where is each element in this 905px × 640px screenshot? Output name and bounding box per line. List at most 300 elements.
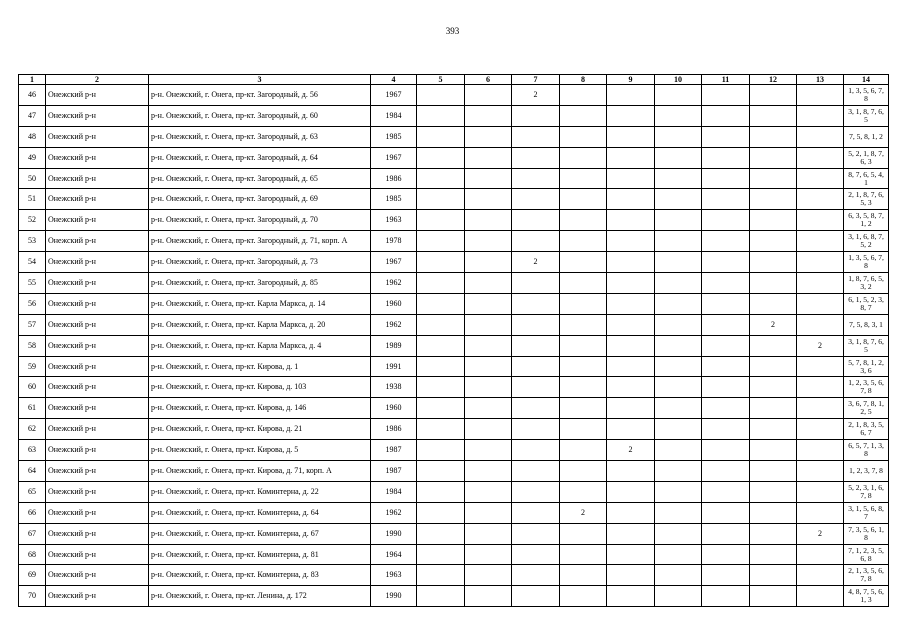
table-cell-col-5 [417, 293, 465, 314]
table-cell-col-10 [655, 210, 702, 231]
table-cell-col-5 [417, 126, 465, 147]
table-cell-col-6 [465, 419, 512, 440]
table-cell-col-7 [512, 231, 560, 252]
table-cell-col-9 [607, 293, 655, 314]
table-cell-col-7 [512, 335, 560, 356]
table-cell-col-13 [797, 252, 844, 273]
table-cell-col-9 [607, 273, 655, 294]
table-cell-col-6 [465, 293, 512, 314]
table-cell-col-1: 53 [19, 231, 46, 252]
table-cell-col-14: 1, 2, 3, 5, 6, 7, 8 [844, 377, 889, 398]
column-header-12: 12 [750, 75, 797, 85]
table-cell-col-1: 57 [19, 314, 46, 335]
table-cell-col-14: 3, 1, 8, 7, 6, 5 [844, 335, 889, 356]
table-cell-col-14: 2, 1, 3, 5, 6, 7, 8 [844, 565, 889, 586]
table-cell-col-10 [655, 565, 702, 586]
table-cell-col-2: Онежский р-н [46, 461, 149, 482]
table-cell-col-3: р-н. Онежский, г. Онега, пр-кт. Кирова, д. 1 [149, 356, 371, 377]
table-cell-col-2: Онежский р-н [46, 210, 149, 231]
table-cell-col-2: Онежский р-н [46, 168, 149, 189]
table-cell-col-7 [512, 502, 560, 523]
table-cell-col-8 [560, 252, 607, 273]
table-cell-col-9 [607, 565, 655, 586]
table-row [19, 461, 889, 482]
table-cell-col-2: Онежский р-н [46, 105, 149, 126]
table-cell-col-7 [512, 105, 560, 126]
table-row [19, 544, 889, 565]
table-cell-col-10 [655, 126, 702, 147]
table-cell-col-6 [465, 440, 512, 461]
table-cell-col-1: 49 [19, 147, 46, 168]
table-cell-col-5 [417, 189, 465, 210]
data-table [18, 74, 889, 607]
table-row [19, 502, 889, 523]
table-cell-col-9 [607, 168, 655, 189]
table-cell-col-4: 1963 [371, 565, 417, 586]
table-cell-col-11 [702, 481, 750, 502]
table-cell-col-14: 7, 5, 8, 1, 2 [844, 126, 889, 147]
table-cell-col-12 [750, 85, 797, 106]
table-cell-col-9 [607, 314, 655, 335]
table-cell-col-3: р-н. Онежский, г. Онега, пр-кт. Загородный, д. 56 [149, 85, 371, 106]
table-row [19, 126, 889, 147]
table-cell-col-11 [702, 314, 750, 335]
table-row [19, 105, 889, 126]
table-cell-col-10 [655, 419, 702, 440]
table-cell-col-1: 47 [19, 105, 46, 126]
table-cell-col-8 [560, 461, 607, 482]
table-cell-col-12 [750, 481, 797, 502]
table-cell-col-6 [465, 565, 512, 586]
table-cell-col-13 [797, 586, 844, 607]
table-cell-col-11 [702, 273, 750, 294]
column-header-8: 8 [560, 75, 607, 85]
table-cell-col-1: 50 [19, 168, 46, 189]
table-cell-col-9 [607, 231, 655, 252]
table-row [19, 356, 889, 377]
table-cell-col-1: 70 [19, 586, 46, 607]
table-cell-col-14: 3, 6, 7, 8, 1, 2, 5 [844, 398, 889, 419]
table-cell-col-3: р-н. Онежский, г. Онега, пр-кт. Ленина, д. 172 [149, 586, 371, 607]
table-cell-col-4: 1990 [371, 523, 417, 544]
table-cell-col-9 [607, 252, 655, 273]
table-cell-col-4: 1987 [371, 461, 417, 482]
table-cell-col-6 [465, 398, 512, 419]
table-cell-col-6 [465, 273, 512, 294]
table-cell-col-6 [465, 481, 512, 502]
table-cell-col-6 [465, 189, 512, 210]
table-cell-col-11 [702, 335, 750, 356]
table-cell-col-4: 1963 [371, 210, 417, 231]
table-row [19, 252, 889, 273]
table-cell-col-7 [512, 461, 560, 482]
table-cell-col-14: 1, 3, 5, 6, 7, 8 [844, 252, 889, 273]
column-header-14: 14 [844, 75, 889, 85]
table-cell-col-3: р-н. Онежский, г. Онега, пр-кт. Коминтерна, д. 22 [149, 481, 371, 502]
table-cell-col-11 [702, 210, 750, 231]
table-row [19, 85, 889, 106]
table-row [19, 189, 889, 210]
table-cell-col-5 [417, 273, 465, 294]
table-cell-col-6 [465, 314, 512, 335]
table-cell-col-10 [655, 105, 702, 126]
table-cell-col-10 [655, 168, 702, 189]
table-cell-col-4: 1989 [371, 335, 417, 356]
table-cell-col-1: 52 [19, 210, 46, 231]
table-cell-col-11 [702, 544, 750, 565]
table-cell-col-3: р-н. Онежский, г. Онега, пр-кт. Кирова, д. 103 [149, 377, 371, 398]
table-cell-col-8 [560, 210, 607, 231]
table-cell-col-4: 1960 [371, 398, 417, 419]
table-cell-col-2: Онежский р-н [46, 419, 149, 440]
table-cell-col-10 [655, 189, 702, 210]
table-cell-col-8 [560, 105, 607, 126]
table-cell-col-14: 3, 1, 6, 8, 7, 5, 2 [844, 231, 889, 252]
table-cell-col-5 [417, 85, 465, 106]
table-cell-col-7: 2 [512, 252, 560, 273]
table-cell-col-1: 51 [19, 189, 46, 210]
table-row [19, 419, 889, 440]
table-cell-col-13 [797, 231, 844, 252]
table-cell-col-5 [417, 523, 465, 544]
table-cell-col-5 [417, 419, 465, 440]
table-cell-col-3: р-н. Онежский, г. Онега, пр-кт. Кирова, д. 71, корп. А [149, 461, 371, 482]
table-cell-col-14: 2, 1, 8, 3, 5, 6, 7 [844, 419, 889, 440]
table-cell-col-11 [702, 105, 750, 126]
table-cell-col-7 [512, 126, 560, 147]
table-cell-col-7 [512, 147, 560, 168]
table-row [19, 440, 889, 461]
table-cell-col-9: 2 [607, 440, 655, 461]
table-cell-col-10 [655, 377, 702, 398]
table-cell-col-12 [750, 502, 797, 523]
table-cell-col-4: 1964 [371, 544, 417, 565]
table-cell-col-14: 4, 8, 7, 5, 6, 1, 3 [844, 586, 889, 607]
table-row [19, 273, 889, 294]
table-cell-col-13: 2 [797, 335, 844, 356]
table-cell-col-12 [750, 293, 797, 314]
table-cell-col-1: 64 [19, 461, 46, 482]
table-cell-col-5 [417, 461, 465, 482]
table-cell-col-10 [655, 293, 702, 314]
table-cell-col-12 [750, 210, 797, 231]
table-cell-col-4: 1978 [371, 231, 417, 252]
table-cell-col-8 [560, 168, 607, 189]
table-cell-col-12 [750, 544, 797, 565]
table-cell-col-2: Онежский р-н [46, 231, 149, 252]
table-cell-col-3: р-н. Онежский, г. Онега, пр-кт. Загородный, д. 69 [149, 189, 371, 210]
table-cell-col-10 [655, 544, 702, 565]
table-cell-col-7 [512, 210, 560, 231]
table-cell-col-7 [512, 377, 560, 398]
table-cell-col-2: Онежский р-н [46, 189, 149, 210]
table-cell-col-12 [750, 168, 797, 189]
table-cell-col-4: 1960 [371, 293, 417, 314]
table-cell-col-1: 62 [19, 419, 46, 440]
table-cell-col-2: Онежский р-н [46, 356, 149, 377]
table-cell-col-14: 6, 1, 5, 2, 3, 8, 7 [844, 293, 889, 314]
table-cell-col-4: 1967 [371, 85, 417, 106]
table-row [19, 398, 889, 419]
table-cell-col-12 [750, 440, 797, 461]
table-cell-col-12 [750, 273, 797, 294]
table-cell-col-14: 1, 2, 3, 7, 8 [844, 461, 889, 482]
table-cell-col-4: 1986 [371, 168, 417, 189]
table-cell-col-5 [417, 335, 465, 356]
table-cell-col-4: 1962 [371, 273, 417, 294]
table-row [19, 377, 889, 398]
column-header-4: 4 [371, 75, 417, 85]
table-cell-col-6 [465, 126, 512, 147]
table-cell-col-13 [797, 85, 844, 106]
table-cell-col-2: Онежский р-н [46, 377, 149, 398]
table-cell-col-7 [512, 523, 560, 544]
table-cell-col-4: 1987 [371, 440, 417, 461]
table-cell-col-12 [750, 126, 797, 147]
table-cell-col-3: р-н. Онежский, г. Онега, пр-кт. Кирова, д. 146 [149, 398, 371, 419]
table-cell-col-3: р-н. Онежский, г. Онега, пр-кт. Загородный, д. 73 [149, 252, 371, 273]
table-cell-col-14: 7, 1, 2, 3, 5, 6, 8 [844, 544, 889, 565]
column-header-5: 5 [417, 75, 465, 85]
table-cell-col-12 [750, 377, 797, 398]
table-cell-col-9 [607, 335, 655, 356]
table-cell-col-11 [702, 461, 750, 482]
table-cell-col-2: Онежский р-н [46, 502, 149, 523]
table-cell-col-4: 1967 [371, 252, 417, 273]
table-cell-col-9 [607, 210, 655, 231]
table-cell-col-11 [702, 252, 750, 273]
table-cell-col-9 [607, 419, 655, 440]
table-cell-col-5 [417, 105, 465, 126]
table-cell-col-9 [607, 481, 655, 502]
table-cell-col-1: 63 [19, 440, 46, 461]
table-cell-col-13 [797, 461, 844, 482]
table-cell-col-11 [702, 293, 750, 314]
table-cell-col-11 [702, 231, 750, 252]
table-cell-col-2: Онежский р-н [46, 586, 149, 607]
table-cell-col-1: 48 [19, 126, 46, 147]
table-cell-col-9 [607, 356, 655, 377]
table-cell-col-8 [560, 440, 607, 461]
table-cell-col-7 [512, 586, 560, 607]
table-row [19, 481, 889, 502]
table-row [19, 231, 889, 252]
table-cell-col-10 [655, 273, 702, 294]
column-header-6: 6 [465, 75, 512, 85]
table-cell-col-12 [750, 419, 797, 440]
table-cell-col-7 [512, 168, 560, 189]
table-cell-col-11 [702, 398, 750, 419]
table-cell-col-7 [512, 544, 560, 565]
table-cell-col-5 [417, 440, 465, 461]
table-cell-col-9 [607, 523, 655, 544]
table-cell-col-1: 59 [19, 356, 46, 377]
table-cell-col-14: 3, 1, 8, 7, 6, 5 [844, 105, 889, 126]
table-cell-col-11 [702, 502, 750, 523]
table-cell-col-3: р-н. Онежский, г. Онега, пр-кт. Кирова, д. 5 [149, 440, 371, 461]
table-row [19, 523, 889, 544]
table-cell-col-7 [512, 273, 560, 294]
table-cell-col-13 [797, 293, 844, 314]
table-cell-col-8 [560, 293, 607, 314]
table-cell-col-8: 2 [560, 502, 607, 523]
table-cell-col-13 [797, 565, 844, 586]
table-cell-col-14: 2, 1, 8, 7, 6, 5, 3 [844, 189, 889, 210]
table-cell-col-3: р-н. Онежский, г. Онега, пр-кт. Карла Маркса, д. 14 [149, 293, 371, 314]
table-cell-col-10 [655, 335, 702, 356]
page-number: 393 [445, 26, 460, 36]
table-cell-col-10 [655, 147, 702, 168]
table-cell-col-8 [560, 231, 607, 252]
table-cell-col-12 [750, 252, 797, 273]
table-cell-col-12 [750, 335, 797, 356]
table-cell-col-3: р-н. Онежский, г. Онега, пр-кт. Загородный, д. 64 [149, 147, 371, 168]
table-cell-col-9 [607, 147, 655, 168]
column-header-3: 3 [149, 75, 371, 85]
column-header-2: 2 [46, 75, 149, 85]
table-cell-col-4: 1962 [371, 502, 417, 523]
table-header [19, 75, 889, 85]
table-cell-col-3: р-н. Онежский, г. Онега, пр-кт. Загородный, д. 71, корп. А [149, 231, 371, 252]
table-body [19, 85, 889, 607]
table-cell-col-6 [465, 147, 512, 168]
table-cell-col-5 [417, 356, 465, 377]
table-cell-col-7: 2 [512, 85, 560, 106]
table-cell-col-8 [560, 189, 607, 210]
table-cell-col-4: 1984 [371, 481, 417, 502]
table-cell-col-3: р-н. Онежский, г. Онега, пр-кт. Коминтерна, д. 81 [149, 544, 371, 565]
table-cell-col-13 [797, 377, 844, 398]
table-cell-col-14: 5, 2, 3, 1, 6, 7, 8 [844, 481, 889, 502]
table-cell-col-3: р-н. Онежский, г. Онега, пр-кт. Загородный, д. 63 [149, 126, 371, 147]
table-cell-col-8 [560, 544, 607, 565]
column-header-1: 1 [19, 75, 46, 85]
table-cell-col-5 [417, 544, 465, 565]
table-cell-col-13 [797, 210, 844, 231]
table-cell-col-12 [750, 523, 797, 544]
table-cell-col-6 [465, 502, 512, 523]
table-cell-col-8 [560, 85, 607, 106]
table-cell-col-8 [560, 356, 607, 377]
table-cell-col-3: р-н. Онежский, г. Онега, пр-кт. Кирова, д. 21 [149, 419, 371, 440]
table-cell-col-11 [702, 356, 750, 377]
table-cell-col-10 [655, 231, 702, 252]
table-cell-col-12 [750, 105, 797, 126]
table-cell-col-4: 1984 [371, 105, 417, 126]
table-cell-col-3: р-н. Онежский, г. Онега, пр-кт. Карла Маркса, д. 4 [149, 335, 371, 356]
table-cell-col-2: Онежский р-н [46, 252, 149, 273]
table-cell-col-13 [797, 356, 844, 377]
table-cell-col-1: 65 [19, 481, 46, 502]
table-cell-col-7 [512, 440, 560, 461]
table-cell-col-8 [560, 523, 607, 544]
table-cell-col-13 [797, 398, 844, 419]
table-cell-col-9 [607, 189, 655, 210]
table-cell-col-4: 1991 [371, 356, 417, 377]
table-cell-col-6 [465, 231, 512, 252]
table-cell-col-3: р-н. Онежский, г. Онега, пр-кт. Коминтерна, д. 67 [149, 523, 371, 544]
table-cell-col-1: 60 [19, 377, 46, 398]
table-cell-col-5 [417, 377, 465, 398]
table-cell-col-10 [655, 461, 702, 482]
table-cell-col-3: р-н. Онежский, г. Онега, пр-кт. Загородный, д. 65 [149, 168, 371, 189]
table-cell-col-6 [465, 168, 512, 189]
table-cell-col-10 [655, 252, 702, 273]
table-cell-col-10 [655, 586, 702, 607]
table-cell-col-11 [702, 523, 750, 544]
table-cell-col-5 [417, 231, 465, 252]
table-cell-col-6 [465, 356, 512, 377]
table-cell-col-9 [607, 377, 655, 398]
table-cell-col-14: 7, 3, 5, 6, 1, 8 [844, 523, 889, 544]
table-cell-col-6 [465, 335, 512, 356]
table-cell-col-8 [560, 273, 607, 294]
table-cell-col-4: 1938 [371, 377, 417, 398]
table-cell-col-6 [465, 544, 512, 565]
table-cell-col-9 [607, 105, 655, 126]
table-cell-col-6 [465, 105, 512, 126]
table-cell-col-13 [797, 189, 844, 210]
table-cell-col-8 [560, 335, 607, 356]
table-cell-col-14: 3, 1, 5, 6, 8, 7 [844, 502, 889, 523]
table-row [19, 293, 889, 314]
table-cell-col-3: р-н. Онежский, г. Онега, пр-кт. Загородный, д. 85 [149, 273, 371, 294]
table-cell-col-9 [607, 85, 655, 106]
table-cell-col-3: р-н. Онежский, г. Онега, пр-кт. Коминтерна, д. 83 [149, 565, 371, 586]
table-cell-col-12 [750, 398, 797, 419]
table-cell-col-13 [797, 126, 844, 147]
table-cell-col-7 [512, 565, 560, 586]
table-cell-col-2: Онежский р-н [46, 440, 149, 461]
table-row [19, 586, 889, 607]
table-cell-col-3: р-н. Онежский, г. Онега, пр-кт. Загородный, д. 70 [149, 210, 371, 231]
table-cell-col-4: 1962 [371, 314, 417, 335]
table-row [19, 210, 889, 231]
table-cell-col-13 [797, 105, 844, 126]
table-cell-col-5 [417, 252, 465, 273]
table-cell-col-7 [512, 314, 560, 335]
table-cell-col-11 [702, 168, 750, 189]
table-cell-col-7 [512, 398, 560, 419]
table-row [19, 147, 889, 168]
header-row [19, 75, 889, 85]
table-cell-col-8 [560, 377, 607, 398]
table-row [19, 314, 889, 335]
table-cell-col-2: Онежский р-н [46, 398, 149, 419]
table-cell-col-12 [750, 231, 797, 252]
table-cell-col-9 [607, 502, 655, 523]
table-cell-col-8 [560, 147, 607, 168]
table-cell-col-1: 67 [19, 523, 46, 544]
table-cell-col-4: 1985 [371, 126, 417, 147]
table-cell-col-9 [607, 126, 655, 147]
table-cell-col-13 [797, 481, 844, 502]
table-cell-col-2: Онежский р-н [46, 335, 149, 356]
table-cell-col-14: 7, 5, 8, 3, 1 [844, 314, 889, 335]
table-cell-col-6 [465, 461, 512, 482]
table-cell-col-13 [797, 544, 844, 565]
table-cell-col-5 [417, 398, 465, 419]
table-cell-col-5 [417, 481, 465, 502]
table-cell-col-3: р-н. Онежский, г. Онега, пр-кт. Карла Маркса, д. 20 [149, 314, 371, 335]
table-cell-col-12 [750, 565, 797, 586]
table-cell-col-2: Онежский р-н [46, 481, 149, 502]
table-cell-col-8 [560, 586, 607, 607]
table-cell-col-2: Онежский р-н [46, 293, 149, 314]
table-cell-col-13 [797, 168, 844, 189]
table-cell-col-6 [465, 210, 512, 231]
table-cell-col-13 [797, 502, 844, 523]
